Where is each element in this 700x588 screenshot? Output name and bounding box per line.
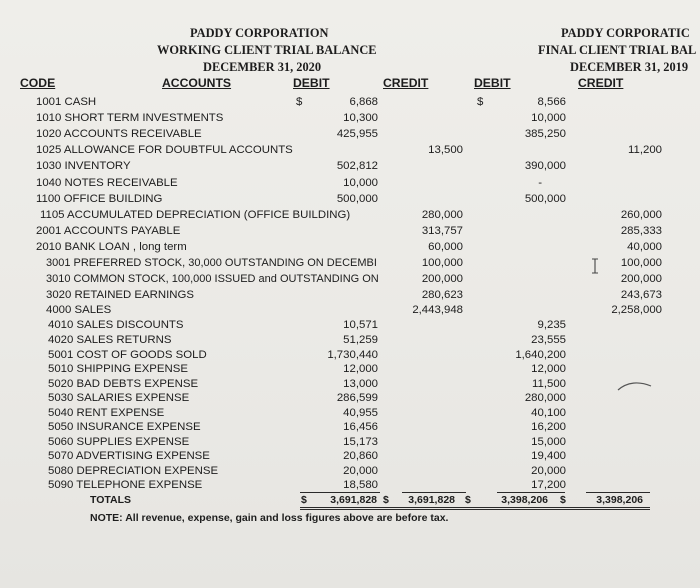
account-label: 5050 INSURANCE EXPENSE [48, 421, 201, 433]
amount-debit-2020: 15,173 [343, 436, 378, 448]
column-header-credit-2020: CREDIT [383, 76, 429, 90]
amount-debit-2020: 13,000 [343, 378, 378, 390]
amount-debit-2020: 286,599 [336, 392, 378, 404]
amount-credit-2019: 11,200 [628, 144, 662, 156]
amount-credit-2019: 285,333 [620, 225, 662, 237]
account-label: 1001 CASH [36, 96, 97, 108]
amount-debit-2020: 425,955 [336, 128, 378, 140]
amount-debit-2020: 500,000 [336, 193, 378, 205]
pen-stroke-mark [615, 378, 655, 394]
amount-debit-2019: 11,500 [532, 378, 566, 390]
amount-credit-2020: 100,000 [421, 257, 463, 269]
amount-debit-2019: 17,200 [531, 479, 566, 491]
amount-debit-2019: 1,640,200 [515, 349, 566, 361]
totals-dollar-d: $ [560, 494, 566, 506]
totals-debit-2019: 3,398,206 [501, 494, 548, 506]
account-label: 5080 DEPRECIATION EXPENSE [48, 465, 219, 477]
amount-debit-2019: 390,000 [524, 160, 566, 172]
totals-dollar-b: $ [383, 494, 389, 506]
right-report-title: FINAL CLIENT TRIAL BAL [538, 43, 697, 57]
amount-debit-2020: 16,456 [343, 421, 378, 433]
account-label: 3020 RETAINED EARNINGS [46, 289, 194, 301]
account-label: 1040 NOTES RECEIVABLE [36, 177, 178, 189]
amount-credit-2019: 100,000 [620, 257, 662, 269]
account-label: 3010 COMMON STOCK, 100,000 ISSUED and OUTSTANDING ON [46, 273, 379, 285]
column-header-code: CODE [20, 76, 56, 90]
column-header-accounts: ACCOUNTS [162, 76, 232, 90]
amount-debit-2019: 385,250 [524, 128, 566, 140]
amount-debit-2019: 15,000 [531, 436, 566, 448]
account-label: 5030 SALARIES EXPENSE [48, 392, 190, 404]
totals-credit-2020: 3,691,828 [408, 494, 455, 506]
amount-debit-2019: 40,100 [531, 407, 566, 419]
amount-credit-2020: 60,000 [428, 241, 463, 253]
amount-debit-2020: 51,259 [343, 334, 378, 346]
account-label: 1105 ACCUMULATED DEPRECIATION (OFFICE BUILDING) [40, 209, 351, 221]
amount-debit-2019: 9,235 [537, 319, 566, 331]
amount-debit-2020: 10,571 [343, 319, 378, 331]
amount-debit-2020: 12,000 [343, 363, 378, 375]
totals-dollar-a: $ [301, 494, 307, 506]
account-label: 5040 RENT EXPENSE [48, 407, 165, 419]
account-label: 1025 ALLOWANCE FOR DOUBTFUL ACCOUNTS [36, 144, 293, 156]
account-label: 3001 PREFERRED STOCK, 30,000 OUTSTANDING ON DECEMBI [46, 257, 377, 269]
totals-dollar-c: $ [465, 494, 471, 506]
amount-debit-2019: 20,000 [531, 465, 566, 477]
amount-credit-2019: 40,000 [627, 241, 662, 253]
account-label: 5001 COST OF GOODS SOLD [48, 349, 207, 361]
amount-debit-2019: 280,000 [524, 392, 566, 404]
amount-debit-2020: 20,860 [343, 450, 378, 462]
account-label: 1020 ACCOUNTS RECEIVABLE [36, 128, 202, 140]
cursor-i-beam-icon [590, 258, 600, 274]
totals-credit-2019: 3,398,206 [596, 494, 643, 506]
left-company-name: PADDY CORPORATION [190, 26, 329, 40]
amount-debit-2019: 10,000 [531, 112, 566, 124]
amount-debit-2020: 20,000 [343, 465, 378, 477]
totals-double-rule-2 [300, 509, 650, 510]
amount-credit-2020: 2,443,948 [412, 304, 463, 316]
amount-credit-2019: 2,258,000 [611, 304, 662, 316]
amount-credit-2020: 280,000 [421, 209, 463, 221]
amount-debit-2020: 6,868 [349, 96, 378, 108]
dollar-sign-debit-2019: $ [477, 96, 484, 108]
account-label: 5010 SHIPPING EXPENSE [48, 363, 188, 375]
amount-debit-2020: 10,300 [343, 112, 378, 124]
account-label: 4020 SALES RETURNS [48, 334, 172, 346]
amount-credit-2020: 313,757 [421, 225, 463, 237]
account-label: 4000 SALES [46, 304, 112, 316]
amount-credit-2019: 243,673 [620, 289, 662, 301]
amount-debit-2019: 8,566 [537, 96, 566, 108]
amount-credit-2019: 260,000 [620, 209, 662, 221]
right-company-name: PADDY CORPORATIC [561, 26, 690, 40]
account-label: 1010 SHORT TERM INVESTMENTS [36, 112, 224, 124]
amount-debit-2019: - [538, 177, 542, 189]
amount-debit-2019: 500,000 [524, 193, 566, 205]
amount-debit-2020: 10,000 [343, 177, 378, 189]
amount-debit-2020: 502,812 [336, 160, 378, 172]
amount-debit-2019: 12,000 [531, 363, 566, 375]
account-label: 1030 INVENTORY [36, 160, 131, 172]
account-label: 5020 BAD DEBTS EXPENSE [48, 378, 199, 390]
column-header-debit-2020: DEBIT [293, 76, 330, 90]
totals-label: TOTALS [90, 494, 132, 506]
footnote: NOTE: All revenue, expense, gain and loss figures above are before tax. [90, 512, 449, 524]
left-report-title: WORKING CLIENT TRIAL BALANCE [157, 43, 377, 57]
totals-double-rule-1 [300, 507, 650, 508]
account-label: 2010 BANK LOAN , long term [36, 241, 187, 253]
amount-credit-2019: 200,000 [620, 273, 662, 285]
account-label: 4010 SALES DISCOUNTS [48, 319, 184, 331]
dollar-sign-debit-2020: $ [296, 96, 303, 108]
amount-debit-2019: 16,200 [531, 421, 566, 433]
account-label: 1100 OFFICE BUILDING [36, 193, 163, 205]
amount-debit-2020: 1,730,440 [327, 349, 378, 361]
amount-credit-2020: 280,623 [421, 289, 463, 301]
totals-debit-2020: 3,691,828 [330, 494, 377, 506]
account-label: 5060 SUPPLIES EXPENSE [48, 436, 190, 448]
left-report-date: DECEMBER 31, 2020 [203, 60, 322, 74]
amount-debit-2019: 23,555 [531, 334, 566, 346]
account-label: 5090 TELEPHONE EXPENSE [48, 479, 203, 491]
amount-debit-2020: 18,580 [343, 479, 378, 491]
amount-debit-2020: 40,955 [343, 407, 378, 419]
column-header-credit-2019: CREDIT [578, 76, 624, 90]
amount-credit-2020: 200,000 [421, 273, 463, 285]
account-label: 5070 ADVERTISING EXPENSE [48, 450, 210, 462]
right-report-date: DECEMBER 31, 2019 [570, 60, 689, 74]
amount-credit-2020: 13,500 [428, 144, 463, 156]
amount-debit-2019: 19,400 [531, 450, 566, 462]
column-header-debit-2019: DEBIT [474, 76, 511, 90]
account-label: 2001 ACCOUNTS PAYABLE [36, 225, 181, 237]
